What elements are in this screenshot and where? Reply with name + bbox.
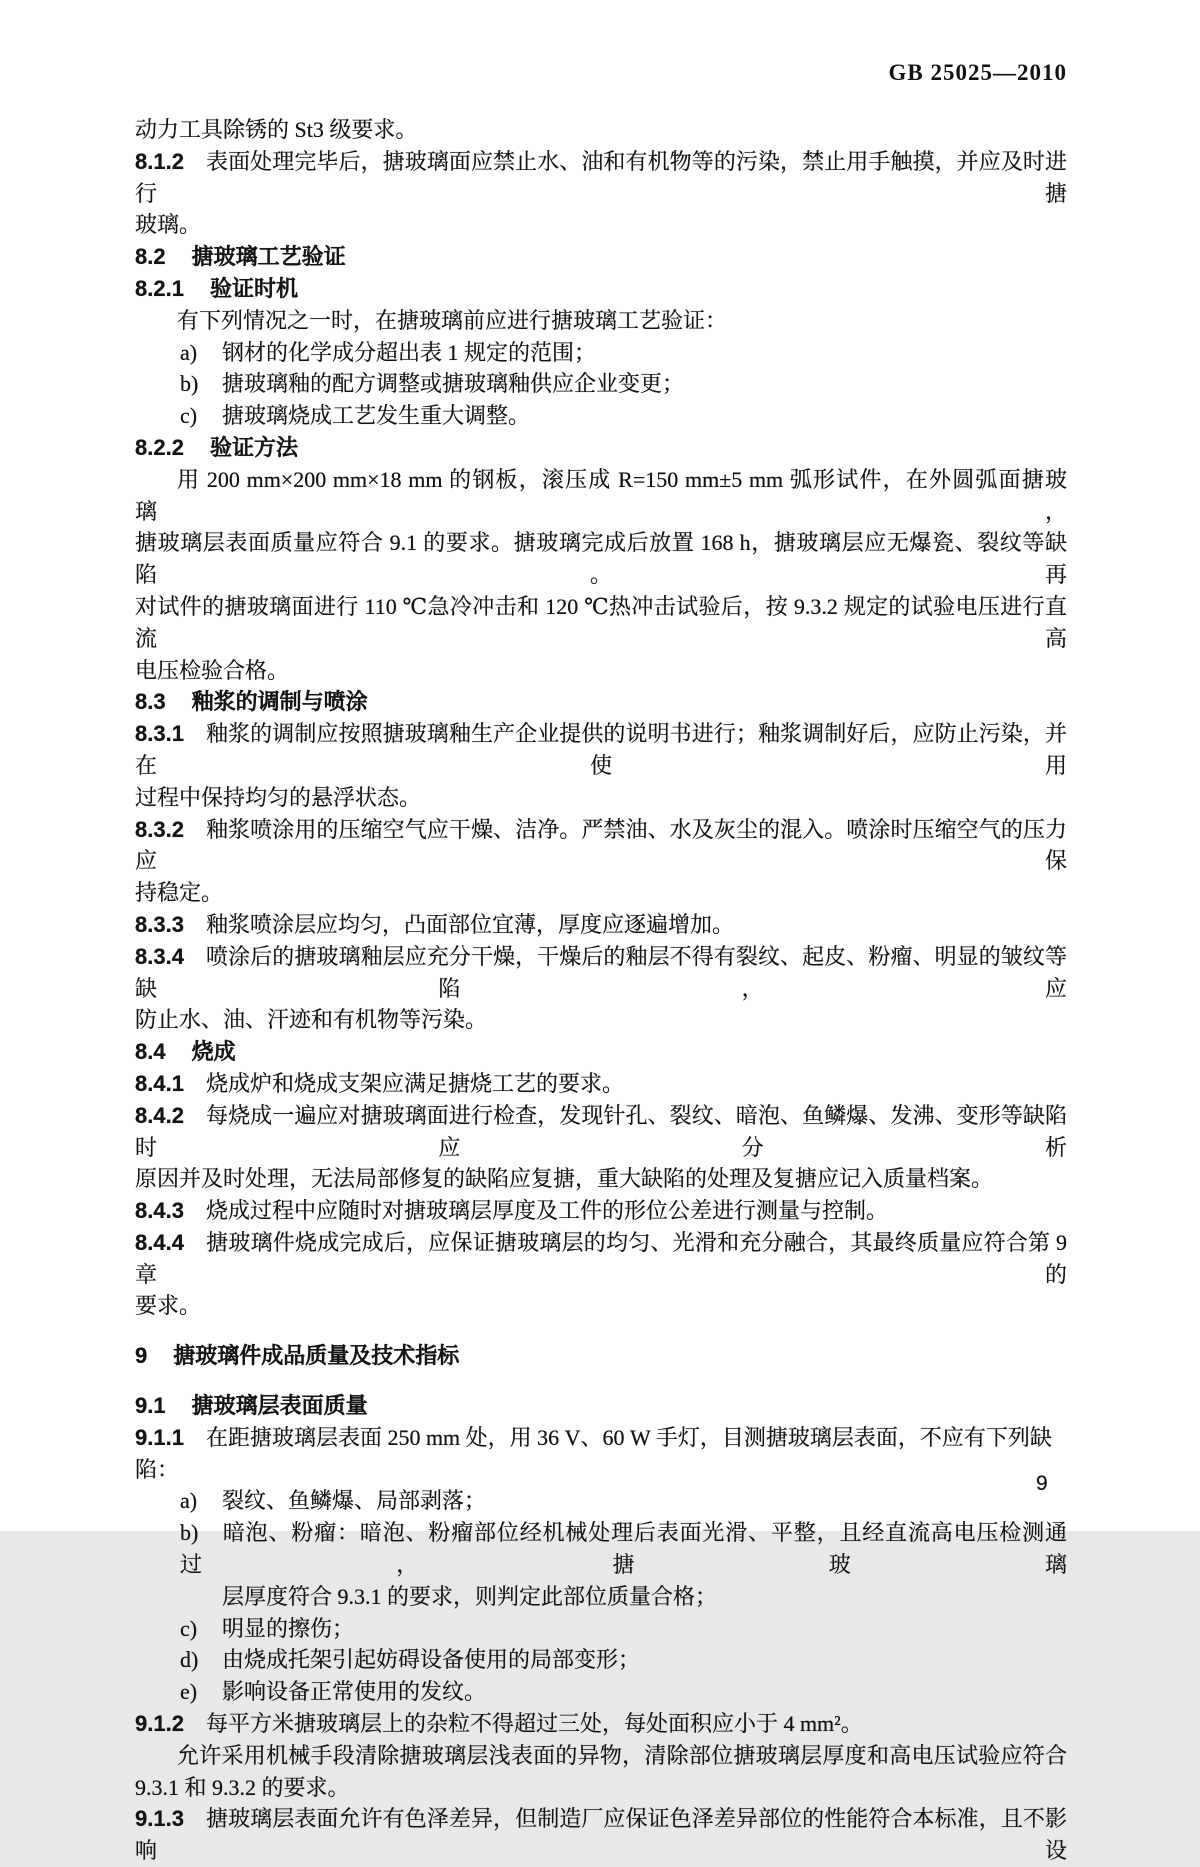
list-item-marker: b) [180,371,199,397]
clause-number: 8.3.3 [135,911,184,937]
text-line [135,1708,1067,1740]
line-text: 在距搪玻璃层表面 250 mm 处，用 36 V、60 W 手灯，目测搪玻璃层表面，不应有下列缺陷： [135,1424,1052,1482]
section-heading [135,686,1067,718]
clause-number: 9.1.1 [135,1424,184,1450]
list-item-marker: c) [180,403,198,429]
page-number: 9 [1036,1472,1048,1495]
line-text: 搪玻璃釉的配方调整或搪玻璃釉供应企业变更； [222,371,685,397]
list-item [180,1485,1067,1517]
section-heading [135,273,1067,305]
line-text: 釉浆喷涂层应均匀，凸面部位宜薄，厚度应逐遍增加。 [205,911,734,937]
line-text: 影响设备正常使用的发纹。 [222,1679,487,1705]
line-text: 烧成炉和烧成支架应满足搪烧工艺的要求。 [205,1070,624,1096]
text-line [135,146,1067,210]
line-text: 暗泡、粉瘤：暗泡、粉瘤部位经机械处理后表面光滑、平整，且经直流高电压检测通过，搪玻璃 [180,1520,1067,1578]
line-text: 烧成 [191,1039,236,1065]
text-line [135,209,1067,241]
text-line [135,941,1067,1005]
list-item [180,337,1067,369]
line-text: 层厚度符合 9.3.1 的要求，则判定此部位质量合格； [222,1583,718,1609]
line-text: 每平方米搪玻璃层上的杂粒不得超过三处，每处面积应小于 4 mm²。 [205,1711,863,1737]
text-line [135,814,1067,878]
text-line [135,1290,1067,1322]
clause-number: 8.3 [135,689,166,715]
text-line [135,1163,1067,1195]
line-text: 搪玻璃烧成工艺发生重大调整。 [222,403,531,429]
line-text: 搪玻璃层表面质量 [191,1393,368,1419]
section-heading [135,1390,1067,1422]
line-text: 釉浆的调制与喷涂 [191,689,368,715]
clause-number: 8.4.1 [135,1070,184,1096]
text-line [135,718,1067,782]
line-text: 9.3.1 和 9.3.2 的要求。 [135,1774,350,1800]
line-text: 电压检验合格。 [135,657,290,683]
text-line [135,877,1067,909]
chapter-heading [135,1340,1067,1372]
text-line [135,1068,1067,1100]
clause-number: 9.1.2 [135,1711,184,1737]
line-text: 明显的擦伤； [222,1615,355,1641]
list-item [180,1644,1067,1676]
text-line [135,464,1067,528]
line-text: 搪玻璃件烧成完成后，应保证搪玻璃层的均匀、光滑和充分融合，其最终质量应符合第 9 章的 [135,1229,1067,1287]
text-line [222,1581,1067,1613]
line-text: 持稳定。 [135,880,224,906]
line-text: 搪玻璃层表面允许有色泽差异，但制造厂应保证色泽差异部位的性能符合本标准，且不影响设 [135,1806,1067,1864]
text-line [135,909,1067,941]
section-heading [135,241,1067,273]
line-text: 喷涂后的搪玻璃釉层应充分干燥，干燥后的釉层不得有裂纹、起皮、粉瘤、明显的皱纹等缺陷，应 [135,943,1067,1001]
line-text: 用 200 mm×200 mm×18 mm 的钢板，滚压成 R=150 mm±5 mm 弧形试件，在外圆弧面搪玻璃， [135,466,1067,524]
list-item [180,1676,1067,1708]
clause-number: 8.4.4 [135,1229,184,1255]
line-text: 验证时机 [209,275,298,301]
section-heading [135,432,1067,464]
text-line [135,114,1067,146]
clause-number: 8.4 [135,1039,166,1065]
line-text: 有下列情况之一时，在搪玻璃前应进行搪玻璃工艺验证： [177,307,728,333]
text-line [135,782,1067,814]
clause-number: 8.2.1 [135,275,184,301]
line-text: 要求。 [135,1293,202,1319]
line-text: 验证方法 [209,434,298,460]
list-item [180,368,1067,400]
text-line [135,1772,1067,1804]
list-item-marker: a) [180,339,198,365]
text-line [135,591,1067,655]
standard-number-header: GB 25025—2010 [888,60,1067,85]
clause-number: 8.2 [135,244,166,270]
clause-number: 9 [135,1343,148,1369]
list-item-marker: b) [180,1520,199,1546]
clause-number: 8.4.3 [135,1198,184,1224]
list-item [180,1613,1067,1645]
clause-number: 8.1.2 [135,148,184,174]
section-heading [135,1036,1067,1068]
list-item-marker: d) [180,1647,199,1673]
clause-number: 8.2.2 [135,434,184,460]
line-text: 允许采用机械手段清除搪玻璃层浅表面的异物，清除部位搪玻璃层厚度和高电压试验应符合 [177,1742,1067,1768]
clause-number: 8.4.2 [135,1102,184,1128]
clause-number: 8.3.4 [135,943,184,969]
list-item [180,400,1067,432]
line-text: 过程中保持均匀的悬浮状态。 [135,784,422,810]
text-line [135,1100,1067,1164]
line-text: 裂纹、鱼鳞爆、局部剥落； [222,1488,487,1514]
line-text: 表面处理完毕后，搪玻璃面应禁止水、油和有机物等的污染，禁止用手触摸，并应及时进行搪 [135,148,1067,206]
text-line [135,1004,1067,1036]
line-text: 玻璃。 [135,212,202,238]
line-text: 由烧成托架引起妨碍设备使用的局部变形； [222,1647,641,1673]
clause-number: 9.1.3 [135,1806,184,1832]
line-text: 烧成过程中应随时对搪玻璃层厚度及工件的形位公差进行测量与控制。 [205,1198,888,1224]
line-text: 防止水、油、汗迹和有机物等污染。 [135,1007,488,1033]
list-item-marker: a) [180,1488,198,1514]
clause-number: 9.1 [135,1393,166,1419]
text-line [135,1195,1067,1227]
text-line [135,1803,1067,1867]
line-text: 搪玻璃工艺验证 [191,244,346,270]
line-text: 搪玻璃层表面质量应符合 9.1 的要求。搪玻璃完成后放置 168 h，搪玻璃层应无爆瓷、裂纹等缺陷。再 [135,530,1067,588]
line-text: 钢材的化学成分超出表 1 规定的范围； [222,339,597,365]
document-body [135,114,1067,1867]
list-item-marker: e) [180,1679,198,1705]
text-line [135,1227,1067,1291]
list-item-marker: c) [180,1615,198,1641]
text-line [135,527,1067,591]
line-text: 每烧成一遍应对搪玻璃面进行检查，发现针孔、裂纹、暗泡、鱼鳞爆、发沸、变形等缺陷时应分析 [135,1102,1067,1160]
list-item [180,1517,1067,1581]
line-text: 釉浆喷涂用的压缩空气应干燥、洁净。严禁油、水及灰尘的混入。喷涂时压缩空气的压力应保 [135,816,1067,874]
text-line [135,655,1067,687]
text-line [135,1740,1067,1772]
line-text: 釉浆的调制应按照搪玻璃釉生产企业提供的说明书进行；釉浆调制好后，应防止污染，并在使用 [135,721,1067,778]
line-text: 对试件的搪玻璃面进行 110 ℃急冷冲击和 120 ℃热冲击试验后，按 9.3.2 规定的试验电压进行直流高 [135,593,1067,651]
clause-number: 8.3.1 [135,721,184,747]
clause-number: 8.3.2 [135,816,184,842]
text-line [135,1422,1067,1486]
line-text: 搪玻璃件成品质量及技术指标 [173,1343,460,1369]
line-text: 动力工具除锈的 St3 级要求。 [135,117,418,142]
line-text: 原因并及时处理，无法局部修复的缺陷应复搪，重大缺陷的处理及复搪应记入质量档案。 [135,1166,994,1192]
text-line [135,305,1067,337]
